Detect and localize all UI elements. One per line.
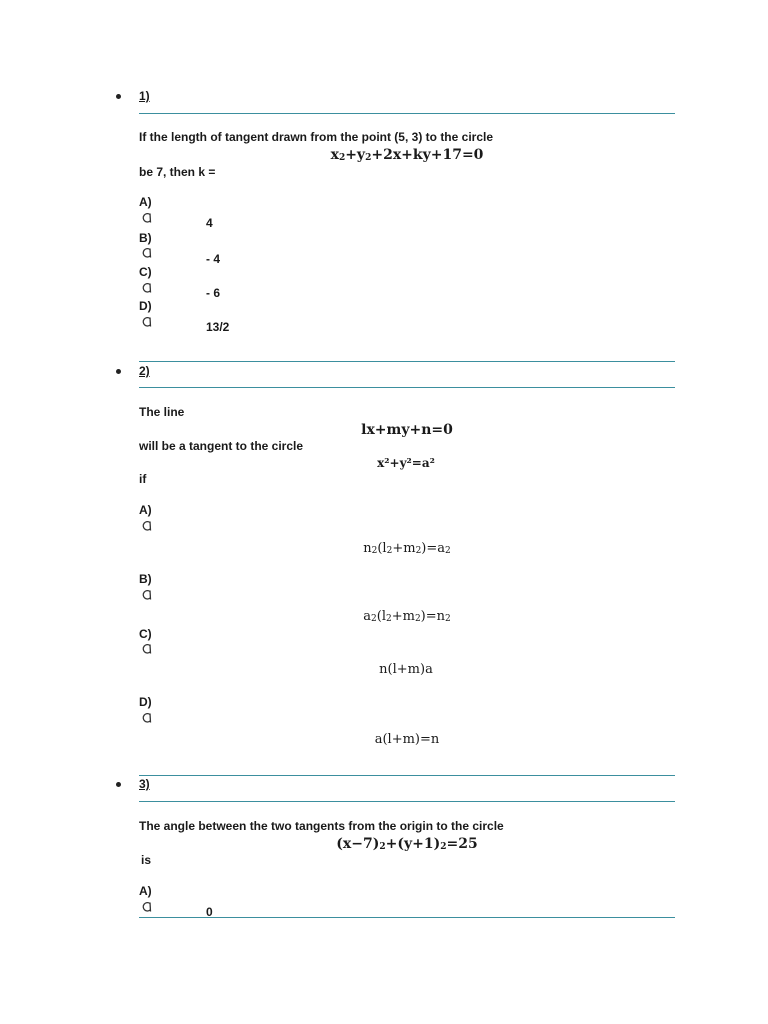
option-a-value: 4 <box>206 216 213 230</box>
divider <box>139 917 675 918</box>
question-3-text: The angle between the two tangents from the origin to the circle <box>139 819 504 833</box>
question-2-text-2: will be a tangent to the circle <box>139 439 304 453</box>
option-a-label: A) <box>139 884 152 898</box>
option-c-value: n(l+m)a <box>379 662 433 677</box>
option-a-label: A) <box>139 195 152 209</box>
question-2-number[interactable]: 2) <box>139 364 150 378</box>
question-1-text-2: be 7, then k = <box>139 165 216 179</box>
divider <box>139 801 675 802</box>
divider <box>139 361 675 362</box>
divider <box>139 775 675 776</box>
radio-button-icon[interactable] <box>141 212 153 224</box>
option-d-value: a(l+m)=n <box>374 732 440 747</box>
question-2-text: The line <box>139 405 185 419</box>
radio-button-icon[interactable] <box>141 901 153 913</box>
option-c-value: - 6 <box>206 286 221 300</box>
question-3-number[interactable]: 3) <box>139 777 150 791</box>
option-a-value: 0 <box>206 905 213 919</box>
question-2-text-3: if <box>139 472 147 486</box>
radio-button-icon[interactable] <box>141 712 153 724</box>
question-3-equation: $(x-7)_2+(y+1)_2=25$ <box>336 836 478 852</box>
radio-button-icon[interactable] <box>141 247 153 259</box>
radio-button-icon[interactable] <box>141 589 153 601</box>
bullet-icon <box>116 782 121 787</box>
option-c-label: C) <box>139 265 152 279</box>
question-1-number[interactable]: 1) <box>139 89 150 103</box>
bullet-icon <box>116 94 121 99</box>
option-d-label: D) <box>139 695 152 709</box>
radio-button-icon[interactable] <box>141 316 153 328</box>
divider <box>139 113 675 114</box>
option-b-value: - 4 <box>206 252 221 266</box>
option-a-value: $n_2(l_2+m_2)=a_2$ <box>363 541 451 556</box>
question-2-line-equation: lx+my+n=0 <box>361 422 453 438</box>
option-b-label: B) <box>139 572 152 586</box>
question-1-equation: $x_2+y_2+2x+ky+17=0$ <box>330 147 484 163</box>
divider <box>139 387 675 388</box>
option-d-value: 13/2 <box>206 320 230 334</box>
question-3-text-2: is <box>141 853 152 867</box>
bullet-icon <box>116 369 121 374</box>
option-b-label: B) <box>139 231 152 245</box>
option-a-label: A) <box>139 503 152 517</box>
question-2-circle-equation: x²+y²=a² <box>377 456 435 470</box>
radio-button-icon[interactable] <box>141 643 153 655</box>
option-c-label: C) <box>139 627 152 641</box>
option-b-value: $a_2(l_2+m_2)=n_2$ <box>363 609 451 624</box>
radio-button-icon[interactable] <box>141 520 153 532</box>
question-1-text: If the length of tangent drawn from the point (5, 3) to the circle <box>139 130 494 144</box>
radio-button-icon[interactable] <box>141 282 153 294</box>
option-d-label: D) <box>139 299 152 313</box>
